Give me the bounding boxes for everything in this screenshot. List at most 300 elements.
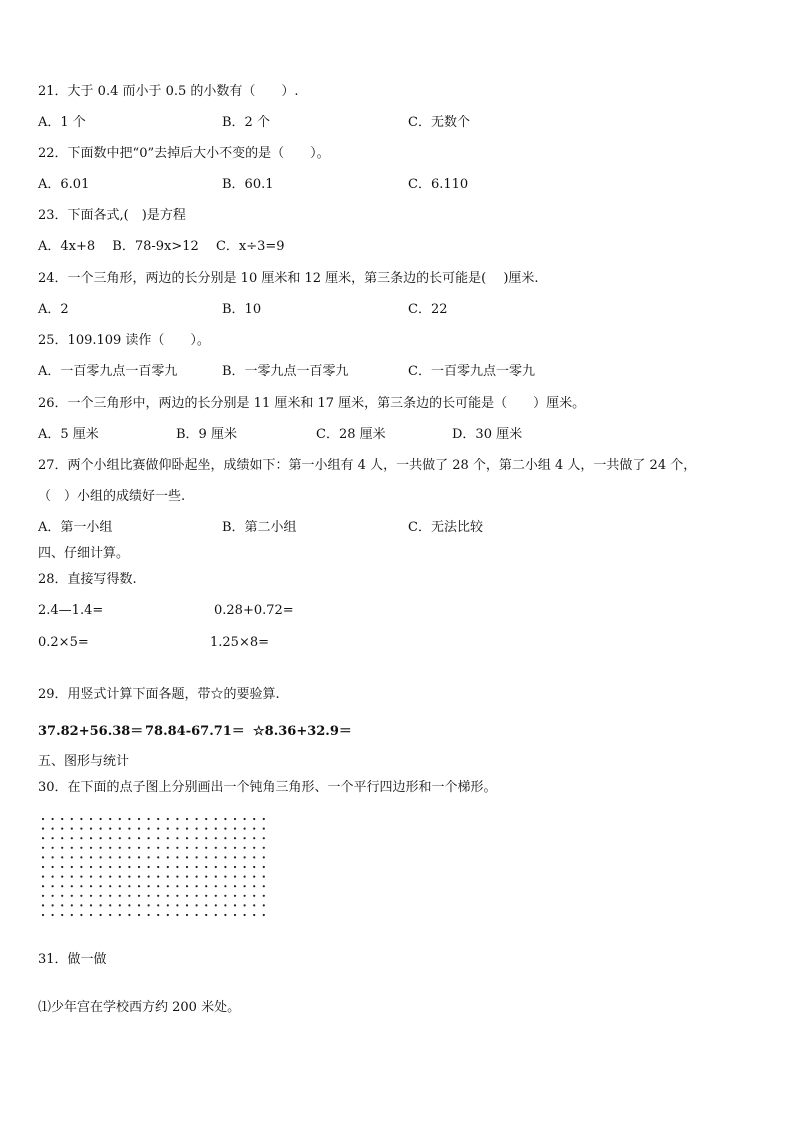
grid-dot	[224, 895, 226, 897]
grid-dot	[100, 885, 102, 887]
grid-dot	[71, 876, 73, 878]
grid-dot	[167, 914, 169, 916]
grid-dot	[148, 818, 150, 820]
grid-dot	[90, 847, 92, 849]
grid-dot	[80, 847, 82, 849]
q21-option-b: B．2 个	[222, 115, 270, 130]
q27-option-b: B．第二小组	[222, 520, 297, 535]
grid-dot	[100, 856, 102, 858]
grid-dot	[128, 837, 130, 839]
grid-dot	[148, 866, 150, 868]
grid-dot	[80, 904, 82, 906]
grid-dot	[100, 904, 102, 906]
q24-option-c: C．22	[408, 302, 448, 317]
grid-dot	[52, 876, 54, 878]
grid-dot	[253, 837, 255, 839]
grid-dot	[100, 828, 102, 830]
grid-dot	[52, 837, 54, 839]
grid-dot	[109, 904, 111, 906]
grid-dot	[128, 914, 130, 916]
grid-dot	[119, 866, 121, 868]
grid-dot	[186, 856, 188, 858]
grid-dot	[80, 895, 82, 897]
grid-dot	[148, 828, 150, 830]
grid-dot	[100, 866, 102, 868]
grid-dot	[119, 914, 121, 916]
grid-dot	[215, 914, 217, 916]
q27-stem-line2: （ ）小组的成绩好一些.	[38, 489, 186, 504]
grid-dot	[61, 876, 63, 878]
grid-dot	[52, 847, 54, 849]
grid-dot	[119, 895, 121, 897]
grid-dot	[244, 818, 246, 820]
q29-expr-3: ☆8.36+32.9＝	[253, 724, 352, 739]
grid-dot	[52, 818, 54, 820]
grid-dot	[119, 847, 121, 849]
grid-dot	[176, 847, 178, 849]
grid-dot	[61, 885, 63, 887]
grid-dot	[186, 837, 188, 839]
grid-dot	[224, 847, 226, 849]
grid-dot	[263, 847, 265, 849]
grid-dot	[167, 818, 169, 820]
grid-dot	[176, 876, 178, 878]
grid-dot	[61, 914, 63, 916]
grid-dot	[148, 837, 150, 839]
grid-dot	[167, 895, 169, 897]
grid-dot	[263, 866, 265, 868]
grid-dot	[61, 866, 63, 868]
q28-expr-1: 2.4—1.4=	[38, 603, 104, 618]
grid-dot	[196, 866, 198, 868]
grid-dot	[253, 876, 255, 878]
grid-dot	[52, 895, 54, 897]
grid-dot	[61, 847, 63, 849]
grid-dot	[109, 837, 111, 839]
grid-dot	[263, 818, 265, 820]
grid-dot	[263, 914, 265, 916]
grid-dot	[186, 818, 188, 820]
grid-dot	[224, 876, 226, 878]
grid-dot	[128, 847, 130, 849]
grid-dot	[224, 885, 226, 887]
grid-dot	[186, 904, 188, 906]
grid-dot	[186, 866, 188, 868]
grid-dot	[244, 885, 246, 887]
section-5-heading: 五、图形与统计	[38, 754, 130, 769]
grid-dot	[176, 904, 178, 906]
q24-stem: 24．一个三角形，两边的长分别是 10 厘米和 12 厘米，第三条边的长可能是( )厘米.	[38, 271, 539, 286]
dot-grid	[40, 816, 272, 920]
grid-dot	[224, 837, 226, 839]
grid-dot	[42, 837, 44, 839]
grid-dot	[167, 837, 169, 839]
grid-dot	[52, 866, 54, 868]
grid-dot	[71, 818, 73, 820]
q22-option-c: C．6.110	[408, 177, 469, 192]
grid-dot	[128, 876, 130, 878]
grid-dot	[138, 856, 140, 858]
grid-dot	[148, 895, 150, 897]
grid-dot	[42, 876, 44, 878]
grid-dot	[138, 914, 140, 916]
grid-dot	[196, 876, 198, 878]
q23-options: A．4x+8 B．78-9x>12 C．x÷3=9	[38, 239, 285, 254]
grid-dot	[71, 904, 73, 906]
grid-dot	[224, 818, 226, 820]
grid-dot	[224, 904, 226, 906]
grid-dot	[263, 856, 265, 858]
grid-dot	[196, 828, 198, 830]
grid-dot	[100, 837, 102, 839]
grid-dot	[90, 818, 92, 820]
grid-dot	[42, 856, 44, 858]
grid-dot	[109, 828, 111, 830]
grid-dot	[90, 856, 92, 858]
grid-dot	[167, 876, 169, 878]
grid-dot	[224, 866, 226, 868]
grid-dot	[186, 885, 188, 887]
grid-dot	[157, 904, 159, 906]
grid-dot	[128, 866, 130, 868]
grid-dot	[90, 895, 92, 897]
grid-dot	[61, 828, 63, 830]
grid-dot	[42, 818, 44, 820]
grid-dot	[186, 895, 188, 897]
grid-dot	[42, 885, 44, 887]
grid-dot	[157, 856, 159, 858]
grid-dot	[205, 837, 207, 839]
grid-dot	[244, 828, 246, 830]
grid-dot	[186, 828, 188, 830]
grid-dot	[215, 847, 217, 849]
q31-stem: 31．做一做	[38, 952, 107, 967]
grid-dot	[128, 895, 130, 897]
grid-dot	[215, 856, 217, 858]
grid-dot	[52, 885, 54, 887]
grid-dot	[263, 885, 265, 887]
q22-option-b: B．60.1	[222, 177, 274, 192]
grid-dot	[205, 876, 207, 878]
grid-dot	[148, 885, 150, 887]
grid-dot	[167, 866, 169, 868]
q26-option-a: A．5 厘米	[38, 427, 99, 442]
grid-dot	[52, 914, 54, 916]
q28-expr-2: 0.28+0.72=	[214, 603, 294, 618]
grid-dot	[234, 895, 236, 897]
grid-dot	[138, 866, 140, 868]
grid-dot	[90, 914, 92, 916]
grid-dot	[71, 866, 73, 868]
grid-dot	[215, 895, 217, 897]
grid-dot	[90, 837, 92, 839]
q29-stem: 29．用竖式计算下面各题，带☆的要验算.	[38, 687, 280, 702]
grid-dot	[244, 914, 246, 916]
grid-dot	[148, 876, 150, 878]
grid-dot	[100, 914, 102, 916]
grid-dot	[205, 828, 207, 830]
grid-dot	[138, 904, 140, 906]
grid-dot	[196, 895, 198, 897]
grid-dot	[253, 828, 255, 830]
grid-dot	[244, 856, 246, 858]
grid-dot	[52, 828, 54, 830]
grid-dot	[71, 895, 73, 897]
q31-sub-1: ⑴少年宫在学校西方约 200 米处。	[38, 1000, 241, 1015]
grid-dot	[253, 904, 255, 906]
q27-option-c: C．无法比较	[408, 520, 483, 535]
q26-option-b: B．9 厘米	[176, 427, 237, 442]
grid-dot	[119, 885, 121, 887]
grid-dot	[157, 914, 159, 916]
grid-dot	[167, 856, 169, 858]
grid-dot	[61, 904, 63, 906]
grid-dot	[148, 914, 150, 916]
grid-dot	[80, 876, 82, 878]
grid-dot	[205, 895, 207, 897]
grid-dot	[42, 895, 44, 897]
grid-dot	[224, 828, 226, 830]
grid-dot	[176, 914, 178, 916]
grid-dot	[196, 914, 198, 916]
grid-dot	[215, 885, 217, 887]
grid-dot	[224, 856, 226, 858]
grid-dot	[176, 895, 178, 897]
grid-dot	[253, 818, 255, 820]
grid-dot	[109, 914, 111, 916]
grid-dot	[109, 866, 111, 868]
q25-option-b: B．一零九点一百零九	[222, 364, 349, 379]
grid-dot	[205, 866, 207, 868]
grid-dot	[234, 914, 236, 916]
q30-stem: 30．在下面的点子图上分别画出一个钝角三角形、一个平行四边形和一个梯形。	[38, 780, 497, 795]
grid-dot	[176, 856, 178, 858]
grid-dot	[119, 856, 121, 858]
grid-dot	[100, 895, 102, 897]
grid-dot	[215, 876, 217, 878]
grid-dot	[42, 866, 44, 868]
grid-dot	[100, 818, 102, 820]
grid-dot	[205, 914, 207, 916]
grid-dot	[186, 847, 188, 849]
grid-dot	[263, 904, 265, 906]
grid-dot	[157, 876, 159, 878]
grid-dot	[52, 904, 54, 906]
grid-dot	[128, 818, 130, 820]
grid-dot	[109, 847, 111, 849]
grid-dot	[138, 837, 140, 839]
grid-dot	[42, 847, 44, 849]
grid-dot	[109, 856, 111, 858]
grid-dot	[71, 847, 73, 849]
q21-option-a: A．1 个	[38, 115, 86, 130]
grid-dot	[253, 856, 255, 858]
q25-option-c: C．一百零九点一零九	[408, 364, 535, 379]
grid-dot	[244, 837, 246, 839]
grid-dot	[244, 866, 246, 868]
grid-dot	[253, 885, 255, 887]
grid-dot	[167, 847, 169, 849]
q24-option-a: A．2	[38, 302, 69, 317]
grid-dot	[138, 876, 140, 878]
grid-dot	[167, 828, 169, 830]
q29-expr-2: 78.84-67.71＝	[145, 724, 245, 739]
grid-dot	[176, 866, 178, 868]
grid-dot	[42, 904, 44, 906]
grid-dot	[71, 914, 73, 916]
grid-dot	[244, 895, 246, 897]
q26-option-d: D．30 厘米	[452, 427, 523, 442]
grid-dot	[80, 818, 82, 820]
q21-stem: 21．大于 0.4 而小于 0.5 的小数有（ ）.	[38, 84, 299, 99]
grid-dot	[109, 818, 111, 820]
grid-dot	[263, 828, 265, 830]
grid-dot	[253, 847, 255, 849]
grid-dot	[128, 885, 130, 887]
grid-dot	[157, 837, 159, 839]
grid-dot	[42, 828, 44, 830]
grid-dot	[90, 876, 92, 878]
grid-dot	[253, 895, 255, 897]
q24-option-b: B．10	[222, 302, 262, 317]
grid-dot	[71, 837, 73, 839]
grid-dot	[263, 895, 265, 897]
grid-dot	[176, 828, 178, 830]
grid-dot	[157, 847, 159, 849]
grid-dot	[176, 885, 178, 887]
grid-dot	[215, 818, 217, 820]
grid-dot	[234, 876, 236, 878]
grid-dot	[215, 837, 217, 839]
grid-dot	[61, 837, 63, 839]
grid-dot	[90, 828, 92, 830]
grid-dot	[244, 876, 246, 878]
grid-dot	[176, 837, 178, 839]
grid-dot	[90, 866, 92, 868]
grid-dot	[253, 914, 255, 916]
grid-dot	[205, 818, 207, 820]
grid-dot	[80, 837, 82, 839]
grid-dot	[119, 837, 121, 839]
grid-dot	[119, 828, 121, 830]
grid-dot	[61, 818, 63, 820]
q21-option-c: C．无数个	[408, 115, 470, 130]
grid-dot	[128, 904, 130, 906]
grid-dot	[90, 885, 92, 887]
grid-dot	[157, 895, 159, 897]
grid-dot	[196, 885, 198, 887]
grid-dot	[138, 828, 140, 830]
grid-dot	[186, 914, 188, 916]
grid-dot	[138, 885, 140, 887]
grid-dot	[80, 914, 82, 916]
grid-dot	[80, 828, 82, 830]
grid-dot	[234, 856, 236, 858]
q22-stem: 22．下面数中把“0”去掉后大小不变的是（ ）。	[38, 146, 330, 161]
grid-dot	[234, 828, 236, 830]
grid-dot	[234, 818, 236, 820]
grid-dot	[157, 866, 159, 868]
grid-dot	[263, 876, 265, 878]
grid-dot	[215, 866, 217, 868]
grid-dot	[80, 866, 82, 868]
grid-dot	[205, 856, 207, 858]
q26-option-c: C．28 厘米	[316, 427, 386, 442]
grid-dot	[215, 828, 217, 830]
grid-dot	[167, 885, 169, 887]
grid-dot	[244, 847, 246, 849]
q29-expr-1: 37.82+56.38＝	[38, 724, 144, 739]
grid-dot	[42, 914, 44, 916]
grid-dot	[138, 847, 140, 849]
grid-dot	[119, 904, 121, 906]
grid-dot	[148, 856, 150, 858]
q28-expr-4: 1.25×8=	[210, 635, 270, 650]
grid-dot	[157, 818, 159, 820]
grid-dot	[234, 885, 236, 887]
grid-dot	[119, 876, 121, 878]
grid-dot	[90, 904, 92, 906]
grid-dot	[71, 856, 73, 858]
grid-dot	[61, 895, 63, 897]
grid-dot	[263, 837, 265, 839]
grid-dot	[157, 828, 159, 830]
grid-dot	[234, 837, 236, 839]
grid-dot	[196, 837, 198, 839]
grid-dot	[119, 818, 121, 820]
grid-dot	[157, 885, 159, 887]
q28-expr-3: 0.2×5=	[38, 635, 89, 650]
q27-stem-line1: 27．两个小组比赛做仰卧起坐，成绩如下：第一小组有 4 人，一共做了 28 个，第二小组 4 人，一共做了 24 个，	[38, 458, 697, 473]
grid-dot	[100, 847, 102, 849]
grid-dot	[52, 856, 54, 858]
q23-stem: 23．下面各式,( )是方程	[38, 208, 186, 223]
grid-dot	[224, 914, 226, 916]
grid-dot	[196, 847, 198, 849]
grid-dot	[109, 876, 111, 878]
q27-option-a: A．第一小组	[38, 520, 113, 535]
grid-dot	[128, 856, 130, 858]
q26-stem: 26．一个三角形中，两边的长分别是 11 厘米和 17 厘米，第三条边的长可能是（ ）厘米。	[38, 396, 586, 411]
grid-dot	[109, 885, 111, 887]
q25-stem: 25．109.109 读作（ ）。	[38, 333, 210, 348]
grid-dot	[148, 904, 150, 906]
grid-dot	[109, 895, 111, 897]
grid-dot	[196, 818, 198, 820]
grid-dot	[61, 856, 63, 858]
grid-dot	[234, 866, 236, 868]
grid-dot	[196, 904, 198, 906]
grid-dot	[71, 885, 73, 887]
q22-option-a: A．6.01	[38, 177, 90, 192]
grid-dot	[186, 876, 188, 878]
grid-dot	[205, 885, 207, 887]
grid-dot	[205, 847, 207, 849]
grid-dot	[234, 904, 236, 906]
q28-stem: 28．直接写得数.	[38, 572, 137, 587]
grid-dot	[71, 828, 73, 830]
grid-dot	[215, 904, 217, 906]
grid-dot	[80, 856, 82, 858]
grid-dot	[244, 904, 246, 906]
grid-dot	[253, 866, 255, 868]
grid-dot	[138, 818, 140, 820]
q25-option-a: A．一百零九点一百零九	[38, 364, 178, 379]
grid-dot	[128, 828, 130, 830]
grid-dot	[80, 885, 82, 887]
grid-dot	[100, 876, 102, 878]
grid-dot	[148, 847, 150, 849]
